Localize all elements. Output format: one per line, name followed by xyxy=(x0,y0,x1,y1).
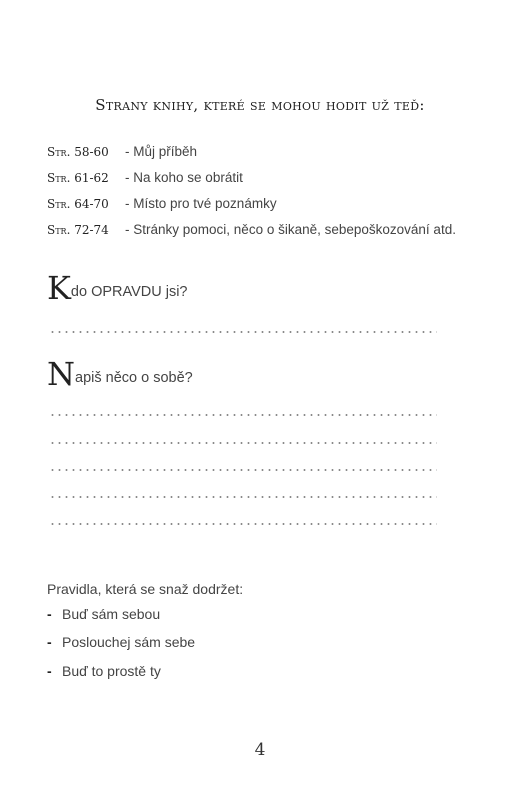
page-reference-list xyxy=(47,143,456,247)
bullet-dash: - xyxy=(47,634,52,650)
reference-description: Stránky pomoci, něco o šikaně, sebepoškozování atd. xyxy=(133,222,456,237)
reference-separator: - xyxy=(125,144,130,159)
reference-description: Můj příběh xyxy=(133,144,198,159)
rule-text: Buď to prostě ty xyxy=(62,663,161,679)
question-who-are-you xyxy=(47,269,188,307)
question-text: apiš něco o sobě? xyxy=(75,370,193,386)
reference-item xyxy=(47,143,456,169)
reference-pages: Str. 72-74 xyxy=(47,223,109,237)
page-number: 4 xyxy=(254,740,266,760)
reference-separator: - xyxy=(125,222,130,237)
rule-item xyxy=(47,606,160,622)
answer-line[interactable] xyxy=(49,496,437,498)
answer-line[interactable] xyxy=(49,523,437,525)
question-about-yourself xyxy=(47,355,193,393)
question-initial-letter: N xyxy=(47,355,75,393)
question-text: do OPRAVDU jsi? xyxy=(70,284,188,300)
answer-line[interactable] xyxy=(49,442,437,444)
reference-pages: Str. 58-60 xyxy=(47,145,109,159)
reference-item xyxy=(47,221,456,247)
bullet-dash: - xyxy=(47,606,52,622)
rule-item xyxy=(47,663,161,679)
reference-item xyxy=(47,195,456,221)
rule-text: Poslouchej sám sebe xyxy=(62,634,196,650)
rule-item xyxy=(47,634,195,650)
answer-line[interactable] xyxy=(49,331,437,333)
reference-separator: - xyxy=(125,170,130,185)
reference-separator: - xyxy=(125,196,130,211)
reference-pages: Str. 61-62 xyxy=(47,171,109,185)
rules-title: Pravidla, která se snaž dodržet: xyxy=(47,581,244,597)
answer-line[interactable] xyxy=(49,414,437,416)
reference-pages: Str. 64-70 xyxy=(47,197,109,211)
reference-description: Na koho se obrátit xyxy=(133,170,243,185)
answer-line[interactable] xyxy=(49,469,437,471)
page-heading: Strany knihy, které se mohou hodit už teď: xyxy=(95,96,425,114)
reference-description: Místo pro tvé poznámky xyxy=(133,196,277,211)
rule-text: Buď sám sebou xyxy=(62,606,161,622)
question-initial-letter: K xyxy=(47,269,71,307)
reference-item xyxy=(47,169,456,195)
bullet-dash: - xyxy=(47,663,52,679)
